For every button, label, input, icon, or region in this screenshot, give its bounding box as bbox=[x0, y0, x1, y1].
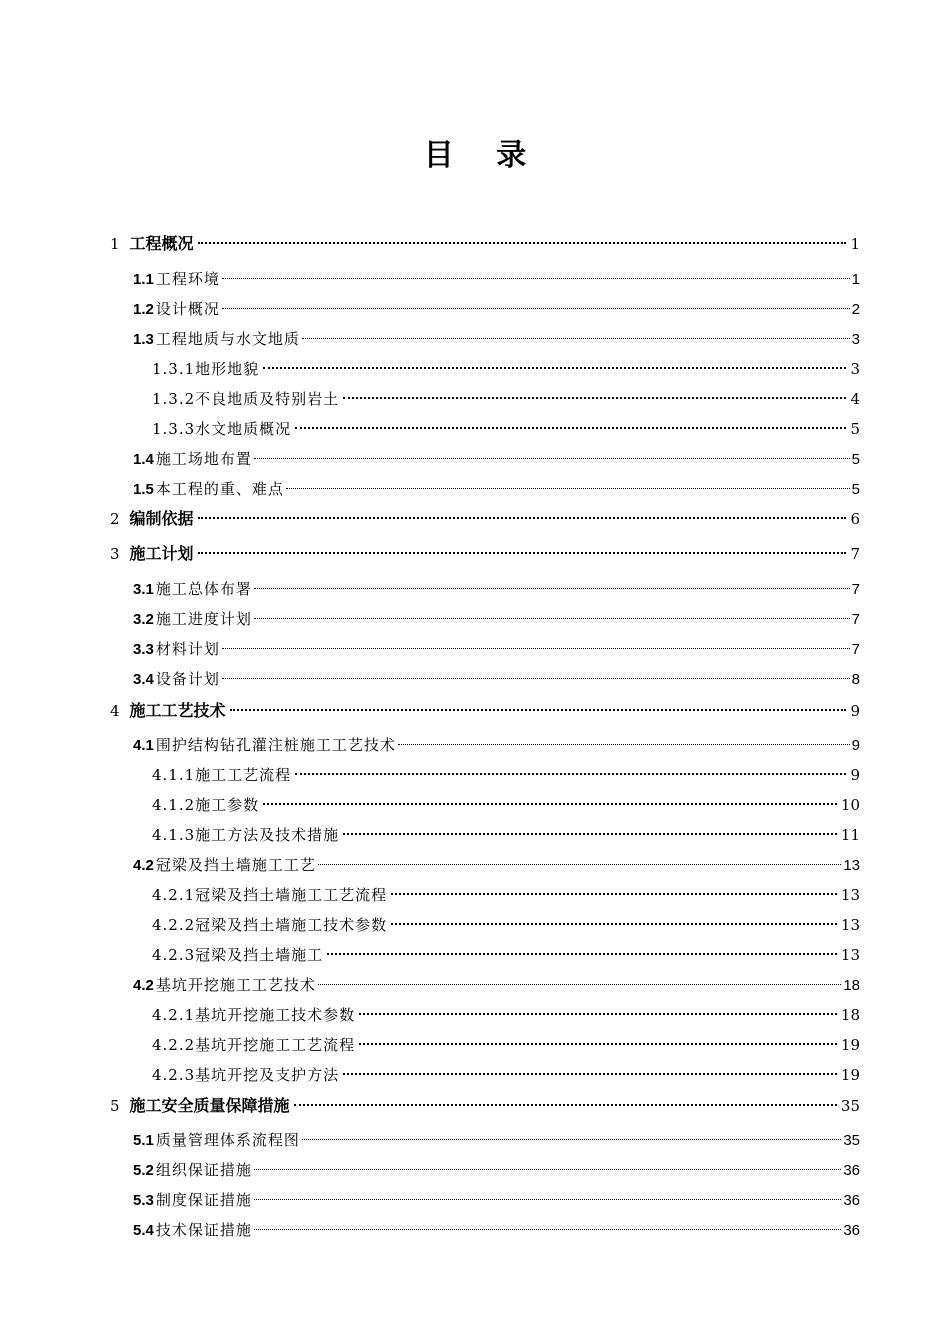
toc-page-number: 4 bbox=[850, 390, 860, 408]
toc-entry[interactable] bbox=[133, 296, 860, 322]
toc-page-number: 9 bbox=[850, 766, 860, 784]
toc-entry[interactable] bbox=[152, 1032, 860, 1058]
toc-dot-leader bbox=[294, 1103, 837, 1106]
toc-entry[interactable] bbox=[110, 231, 860, 257]
toc-dot-leader bbox=[254, 1228, 841, 1230]
toc-entry-number: 1.2 bbox=[133, 301, 154, 318]
toc-dot-leader bbox=[198, 551, 847, 554]
toc-entry[interactable] bbox=[110, 541, 860, 567]
toc-entry[interactable] bbox=[133, 476, 860, 502]
toc-entry-text: 施工进度计划 bbox=[155, 610, 252, 628]
toc-entry-number: 2 bbox=[110, 510, 120, 528]
toc-page-number: 18 bbox=[840, 1006, 860, 1024]
toc-dot-leader bbox=[254, 1168, 841, 1170]
toc-dot-leader bbox=[318, 863, 841, 865]
toc-entry-number: 3.1 bbox=[133, 581, 154, 598]
toc-dot-leader bbox=[263, 366, 846, 369]
toc-page-number: 13 bbox=[840, 886, 860, 904]
toc-dot-leader bbox=[343, 1072, 837, 1075]
toc-entry-text: 基坑开挖施工工艺流程 bbox=[195, 1036, 356, 1054]
toc-page-number: 3 bbox=[851, 331, 860, 348]
toc-page-number: 18 bbox=[843, 977, 860, 994]
toc-entry[interactable] bbox=[152, 386, 860, 412]
toc-entry-number: 1.5 bbox=[133, 481, 154, 498]
toc-entry-text: 施工安全质量保障措施 bbox=[129, 1096, 290, 1115]
toc-entry[interactable] bbox=[133, 326, 860, 352]
toc-page-number: 10 bbox=[840, 796, 860, 814]
toc-entry-number: 5 bbox=[110, 1097, 120, 1115]
toc-entry[interactable] bbox=[133, 1157, 860, 1183]
toc-page-number: 7 bbox=[850, 545, 860, 563]
toc-entry[interactable] bbox=[133, 1217, 860, 1243]
toc-dot-leader bbox=[222, 277, 850, 279]
toc-entry-number: 4.2.3 bbox=[152, 1066, 196, 1084]
toc-page-number: 5 bbox=[850, 420, 860, 438]
toc-entry-text: 施工工艺流程 bbox=[195, 766, 292, 784]
toc-dot-leader bbox=[327, 952, 837, 955]
toc-entry-text: 基坑开挖施工技术参数 bbox=[195, 1006, 356, 1024]
toc-entry-text: 设计概况 bbox=[155, 300, 220, 318]
toc-entry-text: 冠梁及挡土墙施工技术参数 bbox=[195, 916, 388, 934]
toc-entry[interactable] bbox=[152, 1002, 860, 1028]
toc-dot-leader bbox=[359, 1042, 837, 1045]
toc-entry-text: 水文地质概况 bbox=[195, 420, 292, 438]
toc-page-number: 5 bbox=[851, 451, 860, 468]
toc-entry[interactable] bbox=[152, 882, 860, 908]
toc-dot-leader bbox=[222, 647, 850, 649]
toc-entry-text: 编制依据 bbox=[129, 509, 194, 528]
toc-dot-leader bbox=[391, 922, 837, 925]
toc-entry-text: 冠梁及挡土墙施工工艺 bbox=[155, 856, 316, 874]
toc-entry-text: 设备计划 bbox=[155, 670, 220, 688]
toc-title: 目 录 bbox=[423, 138, 543, 173]
toc-entry-text: 施工场地布置 bbox=[155, 450, 252, 468]
toc-entry[interactable] bbox=[110, 506, 860, 532]
toc-entry[interactable] bbox=[110, 1093, 860, 1119]
toc-entry-text: 冠梁及挡土墙施工工艺流程 bbox=[195, 886, 388, 904]
toc-entry-text: 组织保证措施 bbox=[155, 1161, 252, 1179]
toc-page-number: 13 bbox=[843, 857, 860, 874]
toc-entry-text: 工程环境 bbox=[155, 270, 220, 288]
toc-entry-number: 1.1 bbox=[133, 271, 154, 288]
toc-dot-leader bbox=[391, 892, 837, 895]
toc-entry[interactable] bbox=[133, 636, 860, 662]
toc-entry-number: 4.1.2 bbox=[152, 796, 196, 814]
toc-entry[interactable] bbox=[133, 576, 860, 602]
toc-page-number: 13 bbox=[840, 916, 860, 934]
toc-entry-number: 4 bbox=[110, 702, 120, 720]
toc-dot-leader bbox=[343, 832, 837, 835]
toc-page-number: 3 bbox=[850, 360, 860, 378]
toc-page-number: 11 bbox=[840, 826, 860, 844]
toc-entry[interactable] bbox=[133, 1187, 860, 1213]
toc-dot-leader bbox=[254, 1198, 841, 1200]
toc-entry[interactable] bbox=[133, 446, 860, 472]
toc-entry[interactable] bbox=[133, 266, 860, 292]
toc-page-number: 36 bbox=[843, 1222, 860, 1239]
toc-entry-number: 3.3 bbox=[133, 641, 154, 658]
toc-page-number: 19 bbox=[840, 1066, 860, 1084]
toc-entry-number: 4.1.1 bbox=[152, 766, 196, 784]
toc-entry-number: 5.2 bbox=[133, 1162, 154, 1179]
toc-dot-leader bbox=[222, 677, 850, 679]
toc-dot-leader bbox=[343, 396, 846, 399]
toc-page-number: 35 bbox=[840, 1097, 860, 1115]
toc-entry-text: 基坑开挖施工工艺技术 bbox=[155, 976, 316, 994]
toc-dot-leader bbox=[295, 426, 846, 429]
toc-entry-number: 3.4 bbox=[133, 671, 154, 688]
toc-dot-leader bbox=[295, 772, 846, 775]
toc-dot-leader bbox=[254, 457, 850, 459]
toc-page-number: 1 bbox=[851, 271, 860, 288]
toc-entry-number: 4.2.3 bbox=[152, 946, 196, 964]
toc-dot-leader bbox=[302, 1138, 841, 1140]
toc-entry-text: 质量管理体系流程图 bbox=[155, 1131, 300, 1149]
toc-entry-number: 1.4 bbox=[133, 451, 154, 468]
toc-entry-number: 1 bbox=[110, 235, 120, 253]
toc-page-number: 2 bbox=[851, 301, 860, 318]
toc-entry-number: 1.3.2 bbox=[152, 390, 196, 408]
toc-entry-number: 1.3.3 bbox=[152, 420, 196, 438]
toc-dot-leader bbox=[302, 337, 850, 339]
toc-page-number: 7 bbox=[851, 641, 860, 658]
toc-entry-number: 4.2 bbox=[133, 977, 154, 994]
toc-dot-leader bbox=[254, 617, 850, 619]
toc-entry[interactable] bbox=[152, 912, 860, 938]
toc-entry[interactable] bbox=[133, 972, 860, 998]
toc-entry-text: 施工总体布署 bbox=[155, 580, 252, 598]
toc-entry-number: 4.2.1 bbox=[152, 1006, 196, 1024]
toc-entry[interactable] bbox=[133, 666, 860, 692]
toc-entry[interactable] bbox=[152, 942, 860, 968]
toc-page-number: 9 bbox=[850, 702, 860, 720]
toc-entry[interactable] bbox=[133, 1127, 860, 1153]
toc-entry-text: 施工计划 bbox=[129, 544, 194, 563]
toc-entry[interactable] bbox=[133, 852, 860, 878]
toc-page-number: 19 bbox=[840, 1036, 860, 1054]
toc-dot-leader bbox=[230, 708, 847, 711]
toc-entry-text: 围护结构钻孔灌注桩施工工艺技术 bbox=[155, 736, 396, 754]
toc-entry[interactable] bbox=[152, 1062, 860, 1088]
toc-entry[interactable] bbox=[133, 732, 860, 758]
toc-entry-text: 工程概况 bbox=[129, 234, 194, 253]
toc-entry-text: 本工程的重、难点 bbox=[155, 480, 284, 498]
toc-entry-number: 4.2.2 bbox=[152, 1036, 196, 1054]
toc-dot-leader bbox=[222, 307, 850, 309]
toc-entry-text: 施工工艺技术 bbox=[129, 701, 226, 720]
toc-entry-number: 4.1 bbox=[133, 737, 154, 754]
toc-entry-number: 3 bbox=[110, 545, 120, 563]
toc-entry[interactable] bbox=[152, 416, 860, 442]
toc-entry-number: 4.1.3 bbox=[152, 826, 196, 844]
toc-entry-number: 4.2 bbox=[133, 857, 154, 874]
toc-entry[interactable] bbox=[133, 606, 860, 632]
toc-entry-text: 基坑开挖及支护方法 bbox=[195, 1066, 340, 1084]
toc-entry-number: 5.4 bbox=[133, 1222, 154, 1239]
toc-entry-number: 3.2 bbox=[133, 611, 154, 628]
toc-dot-leader bbox=[198, 241, 847, 244]
toc-dot-leader bbox=[359, 1012, 837, 1015]
toc-entry-number: 5.1 bbox=[133, 1132, 154, 1149]
toc-dot-leader bbox=[254, 587, 850, 589]
toc-page-number: 35 bbox=[843, 1132, 860, 1149]
toc-dot-leader bbox=[398, 743, 850, 745]
toc-entry-number: 5.3 bbox=[133, 1192, 154, 1209]
toc-page-number: 36 bbox=[843, 1162, 860, 1179]
toc-entry-text: 制度保证措施 bbox=[155, 1191, 252, 1209]
toc-entry-text: 工程地质与水文地质 bbox=[155, 330, 300, 348]
toc-entry-text: 技术保证措施 bbox=[155, 1221, 252, 1239]
toc-entry[interactable] bbox=[152, 762, 860, 788]
toc-page-number: 7 bbox=[851, 581, 860, 598]
toc-entry-number: 1.3 bbox=[133, 331, 154, 348]
toc-page-number: 6 bbox=[850, 510, 860, 528]
toc-entry-number: 4.2.2 bbox=[152, 916, 196, 934]
toc-entry[interactable] bbox=[110, 698, 860, 724]
toc-entry-number: 4.2.1 bbox=[152, 886, 196, 904]
toc-page-number: 36 bbox=[843, 1192, 860, 1209]
toc-dot-leader bbox=[318, 983, 841, 985]
toc-entry[interactable] bbox=[152, 356, 860, 382]
toc-entry-text: 地形地貌 bbox=[195, 360, 260, 378]
toc-page-number: 9 bbox=[851, 737, 860, 754]
toc-entry-text: 施工方法及技术措施 bbox=[195, 826, 340, 844]
toc-entry[interactable] bbox=[152, 792, 860, 818]
toc-entry-text: 冠梁及挡土墙施工 bbox=[195, 946, 324, 964]
toc-page-number: 8 bbox=[851, 671, 860, 688]
toc-page-number: 13 bbox=[840, 946, 860, 964]
toc-entry-text: 施工参数 bbox=[195, 796, 260, 814]
toc-dot-leader bbox=[286, 487, 850, 489]
toc-dot-leader bbox=[263, 802, 837, 805]
toc-page-number: 7 bbox=[851, 611, 860, 628]
toc-page-number: 5 bbox=[851, 481, 860, 498]
toc-entry-text: 不良地质及特别岩土 bbox=[195, 390, 340, 408]
toc-page-number: 1 bbox=[850, 235, 860, 253]
toc-dot-leader bbox=[198, 516, 847, 519]
toc-entry-number: 1.3.1 bbox=[152, 360, 196, 378]
toc-entry[interactable] bbox=[152, 822, 860, 848]
toc-entry-text: 材料计划 bbox=[155, 640, 220, 658]
